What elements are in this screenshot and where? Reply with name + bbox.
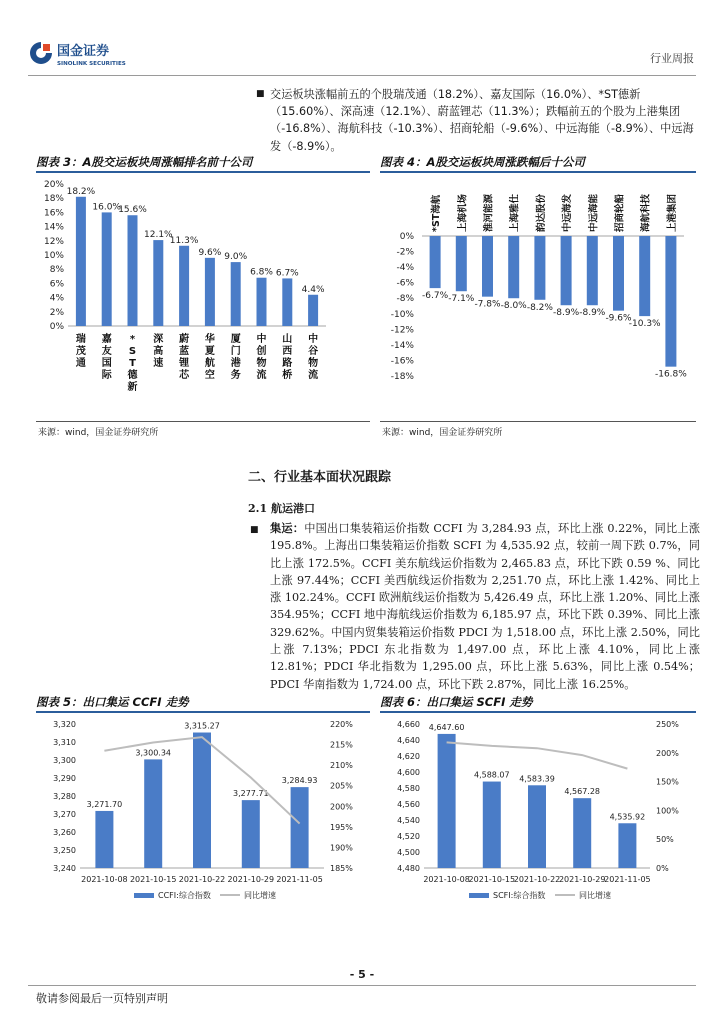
fig6-chart — [380, 714, 696, 906]
disclaimer-note: 敬请参阅最后一页特别声明 — [36, 992, 168, 1005]
category-label: 淮河能源 — [483, 193, 495, 232]
y-right-tick-label: 185% — [330, 864, 353, 873]
y-tick-label: -2% — [396, 247, 414, 258]
category-label: 上港集团 — [666, 193, 678, 232]
y-left-tick-label: 4,560 — [397, 800, 420, 809]
category-char: 桥 — [282, 370, 293, 381]
brand-en: SINOLINK SECURITIES — [57, 61, 126, 67]
y-right-tick-label: 190% — [330, 843, 353, 853]
data-label: -10.3% — [628, 319, 661, 330]
fig6-title: 图表 6：出口集运 SCFI 走势 — [380, 695, 533, 709]
logo-mark-icon — [28, 38, 132, 70]
data-label: 11.3% — [169, 235, 199, 246]
x-tick-label: 2021-10-08 — [81, 875, 128, 884]
data-label: 3,300.34 — [135, 748, 172, 758]
category-char: 通 — [75, 358, 86, 369]
category-label: 中远海发 — [562, 193, 574, 232]
bar — [534, 236, 545, 300]
fig6-title-rule — [380, 711, 696, 713]
y-tick-label: 8% — [49, 265, 64, 276]
data-label: 6.7% — [275, 268, 299, 279]
y-right-tick-label: 200% — [330, 802, 353, 812]
y-right-tick-label: 100% — [656, 806, 679, 816]
category-char: 创 — [256, 346, 267, 357]
category-char: 谷 — [308, 346, 319, 357]
y-left-tick-label: 3,280 — [53, 792, 76, 801]
bar — [76, 197, 86, 326]
legend-bar-label: SCFI:综合指数 — [493, 891, 546, 900]
fig3-title: 图表 3：A股交运板块周涨幅排名前十公司 — [36, 155, 253, 169]
y-tick-label: 14% — [43, 222, 64, 233]
bar — [128, 215, 138, 326]
category-char: 中 — [256, 334, 267, 345]
legend-line-label: 同比增速 — [579, 891, 611, 900]
data-label: 4,567.28 — [564, 787, 601, 797]
bar — [282, 278, 292, 326]
category-char: 西 — [282, 346, 293, 357]
y-right-tick-label: 195% — [330, 822, 353, 832]
y-tick-label: 2% — [49, 307, 64, 318]
bar — [483, 782, 501, 868]
category-char: S — [128, 346, 137, 357]
y-left-tick-label: 3,260 — [53, 828, 76, 837]
data-label: -8.9% — [553, 308, 580, 319]
x-tick-label: 2021-10-22 — [178, 875, 226, 884]
fig3-source: 来源：wind，国金证券研究所 — [38, 428, 159, 438]
category-char: 物 — [308, 358, 319, 369]
bar — [438, 734, 456, 868]
data-label: -9.6% — [605, 313, 632, 324]
y-tick-label: 0% — [399, 232, 414, 242]
bar — [613, 236, 624, 311]
y-tick-label: -4% — [396, 263, 414, 274]
category-char: 德 — [127, 370, 138, 381]
data-label: 6.8% — [250, 267, 273, 278]
bar — [193, 733, 211, 868]
y-left-tick-label: 4,660 — [397, 720, 420, 729]
y-tick-label: -14% — [390, 340, 414, 351]
y-right-tick-label: 50% — [656, 835, 674, 845]
fig4-chart — [380, 174, 696, 422]
y-left-tick-label: 4,520 — [397, 832, 420, 841]
y-left-tick-label: 4,580 — [397, 784, 420, 793]
y-left-tick-label: 3,310 — [53, 738, 76, 747]
category-char: 深 — [153, 334, 164, 345]
bullet-label: 集运： — [270, 521, 305, 535]
data-label: 18.2% — [66, 186, 96, 197]
y-right-tick-label: 210% — [330, 761, 353, 771]
data-label: -6.7% — [422, 291, 449, 302]
y-left-tick-label: 3,240 — [53, 864, 76, 873]
category-char: 茂 — [75, 346, 86, 357]
y-left-tick-label: 3,300 — [53, 756, 76, 765]
category-char: 航 — [204, 358, 215, 369]
category-label: 招商轮船 — [614, 193, 626, 232]
category-char: 际 — [101, 370, 112, 381]
category-char: 速 — [153, 358, 164, 369]
page-number: - 5 - — [349, 968, 375, 981]
fig4-source-rule — [380, 421, 696, 422]
bar — [242, 800, 260, 868]
legend-bar-label: CCFI:综合指数 — [158, 891, 211, 900]
data-label: 15.6% — [118, 205, 147, 216]
data-label: 4,647.60 — [428, 722, 465, 732]
category-label: *ST海航 — [431, 194, 443, 232]
y-tick-label: -12% — [390, 325, 414, 336]
category-char: 新 — [127, 382, 138, 393]
category-char: 流 — [256, 370, 267, 381]
y-right-tick-label: 200% — [656, 748, 679, 758]
report-type: 行业周报 — [650, 52, 694, 65]
x-tick-label: 2021-10-08 — [423, 875, 470, 884]
category-char: 港 — [230, 358, 241, 369]
category-char: 夏 — [204, 346, 215, 357]
x-tick-label: 2021-10-22 — [513, 875, 561, 884]
data-label: 4,588.07 — [473, 770, 510, 780]
fig5-title: 图表 5：出口集运 CCFI 走势 — [36, 695, 189, 709]
legend-bar-swatch — [469, 893, 489, 898]
y-left-tick-label: 4,540 — [397, 816, 420, 825]
y-left-tick-label: 4,620 — [397, 752, 420, 761]
category-char: 国 — [101, 358, 112, 369]
bar — [561, 236, 572, 305]
fig3-source-rule — [36, 421, 370, 422]
category-char: 门 — [230, 346, 241, 357]
y-tick-label: 6% — [49, 279, 64, 290]
y-tick-label: 10% — [43, 251, 64, 261]
data-label: 9.0% — [224, 252, 248, 263]
legend-bar-swatch — [134, 893, 154, 898]
data-label: 3,271.70 — [86, 799, 123, 809]
data-label: 3,284.93 — [281, 776, 318, 786]
x-tick-label: 2021-10-15 — [468, 875, 516, 884]
y-tick-label: -18% — [390, 372, 414, 382]
category-char: 路 — [282, 358, 293, 369]
bar — [618, 823, 636, 868]
y-right-tick-label: 0% — [656, 864, 669, 873]
category-char: 友 — [101, 346, 112, 357]
category-char: 蔚 — [179, 334, 190, 345]
bar — [153, 240, 163, 326]
summary-bullet — [256, 86, 700, 155]
y-left-tick-label: 4,500 — [397, 848, 420, 857]
data-label: 4.4% — [301, 284, 325, 295]
fig4-source: 来源：wind，国金证券研究所 — [382, 428, 503, 438]
data-label: -7.1% — [448, 294, 475, 305]
bar — [231, 262, 241, 326]
bar — [257, 278, 267, 326]
y-left-tick-label: 3,320 — [53, 720, 76, 729]
category-char: 中 — [308, 334, 319, 345]
x-tick-label: 2021-10-29 — [558, 875, 606, 884]
y-left-tick-label: 3,270 — [53, 810, 76, 819]
data-label: 4,535.92 — [609, 812, 646, 822]
yoy-line — [447, 742, 628, 768]
y-tick-label: 18% — [43, 194, 64, 205]
category-label: 海航科技 — [640, 193, 652, 232]
y-left-tick-label: 4,640 — [397, 736, 420, 745]
category-char: 务 — [230, 370, 241, 381]
category-label: 中远海能 — [588, 193, 600, 232]
bar — [205, 258, 215, 326]
summary-text: 交运板块涨幅前五的个股瑞茂通（18.2%）、嘉友国际（16.0%）、*ST德新（15.60%）、深高速（12.1%）、蔚蓝锂芯（11.3%）；跌幅前五的个股为上港集团（-16.8%）、海航科技（-10.3%）、招商轮船（-9.6%）、中远海能（-8.9%）、中远海发（-8.9%）。 — [270, 88, 694, 153]
fig3-title-rule — [36, 171, 370, 173]
bullet-text: 中国出口集装箱运价指数 CCFI 为 3,284.93 点，环比上涨 0.22%，同比上涨 195.8%。上海出口集装箱运价指数 SCFI 为 4,535.92 点，较前一周下跌 0.7%，同比上涨 172.5%。CCFI 美东航线运价指数为 2,465.83 点，环比下跌 0.59 %、同比上涨 97.44%；CCFI 美西航线运价指数为 2,251.70 点，环比上涨 1.42%、同比上涨 102.24%。CCFI 欧洲航线运价指数为 5,426.49 点，环比上涨 1.20%、同比上涨 354.95%；CCFI 地中海航线运价指数为 6,185.97 点，环比下跌 0.39%、同比上涨 329.62%。中国内贸集装箱运价指数 PDCI 为 1,518.00 点，环比上涨 2.50%，同比上涨 7.13%；PDCI 东北指数为 1,497.00 点，环比上涨 4.10%，同比上涨 12.81%；PDCI 华北指数为 1,295.00 点，环比上涨 5.63%，同比上涨 0.54%；PDCI 华南指数为 1,724.00 点，环比下跌 2.87%，同比上涨 16.25%。 — [270, 522, 700, 691]
bar — [639, 236, 650, 316]
category-char: 华 — [204, 334, 215, 345]
y-tick-label: 20% — [43, 180, 64, 190]
data-label: -7.8% — [474, 299, 501, 310]
y-left-tick-label: 3,290 — [53, 774, 76, 783]
y-right-tick-label: 150% — [656, 777, 679, 787]
category-char: 物 — [256, 358, 267, 369]
y-right-tick-label: 215% — [330, 740, 353, 750]
y-tick-label: 16% — [43, 208, 64, 219]
data-label: -8.9% — [579, 308, 606, 319]
legend-line-label: 同比增速 — [244, 891, 276, 900]
x-tick-label: 2021-11-05 — [276, 875, 323, 884]
data-label: 12.1% — [144, 230, 173, 241]
data-label: -8.0% — [500, 301, 527, 312]
y-tick-label: 4% — [49, 293, 64, 304]
category-label: 上海雅仕 — [509, 193, 521, 232]
category-char: * — [129, 334, 136, 345]
data-label: -8.2% — [526, 302, 553, 313]
category-char: 山 — [282, 334, 293, 345]
section-title: 二、行业基本面状况跟踪 — [248, 470, 392, 485]
bar — [95, 811, 113, 868]
y-tick-label: 12% — [43, 236, 64, 247]
bar — [308, 295, 318, 326]
category-char: 蓝 — [179, 346, 190, 357]
data-label: 3,277.71 — [232, 789, 269, 799]
bullet-square-icon: ■ — [250, 525, 259, 535]
y-tick-label: -8% — [396, 294, 414, 305]
category-char: 空 — [204, 370, 215, 381]
y-left-tick-label: 3,250 — [53, 846, 76, 855]
bar — [291, 787, 309, 868]
y-right-tick-label: 250% — [656, 720, 679, 729]
fig4-title: 图表 4：A股交运板块周涨跌幅后十公司 — [380, 155, 585, 169]
company-logo — [28, 38, 132, 70]
bar — [573, 798, 591, 868]
data-label: -16.8% — [654, 369, 687, 380]
bar — [528, 785, 546, 868]
category-char: 流 — [308, 370, 319, 381]
category-char: 锂 — [179, 358, 190, 369]
x-tick-label: 2021-10-15 — [129, 875, 177, 884]
bar — [102, 212, 112, 326]
bar — [665, 236, 676, 367]
footer-divider — [28, 985, 696, 986]
bullet-square-icon: ■ — [256, 89, 265, 99]
data-label: 4,583.39 — [519, 774, 555, 784]
fig3-chart — [36, 174, 370, 422]
bar — [144, 759, 162, 868]
brand-cn: 国金证券 — [57, 44, 110, 59]
x-tick-label: 2021-10-29 — [227, 875, 275, 884]
category-label: 上海机场 — [457, 193, 469, 232]
shipping-paragraph — [250, 520, 700, 693]
category-char: 芯 — [179, 370, 190, 381]
fig5-title-rule — [36, 711, 370, 713]
category-char: T — [129, 358, 136, 369]
section-subtitle: 2.1 航运港口 — [248, 502, 315, 515]
category-label: 韵达股份 — [535, 193, 547, 232]
category-char: 高 — [153, 346, 164, 357]
x-tick-label: 2021-11-05 — [604, 875, 651, 884]
bar — [179, 246, 189, 326]
category-char: 嘉 — [101, 334, 112, 345]
y-right-tick-label: 220% — [330, 720, 353, 729]
y-right-tick-label: 205% — [330, 781, 353, 791]
bar — [430, 236, 441, 288]
bar — [456, 236, 467, 291]
bar — [482, 236, 493, 297]
category-char: 瑞 — [75, 334, 86, 345]
fig5-chart — [36, 714, 370, 906]
category-char: 厦 — [230, 334, 241, 345]
y-left-tick-label: 4,600 — [397, 768, 420, 777]
y-tick-label: -6% — [396, 278, 414, 289]
y-left-tick-label: 4,480 — [397, 864, 420, 873]
y-tick-label: -16% — [390, 356, 414, 367]
data-label: 16.0% — [92, 202, 121, 213]
data-label: 3,315.27 — [184, 721, 220, 731]
fig4-title-rule — [380, 171, 696, 173]
y-tick-label: -10% — [390, 309, 414, 320]
bar — [508, 236, 519, 298]
header-divider — [28, 75, 696, 76]
data-label: 9.6% — [198, 247, 222, 258]
bar — [587, 236, 598, 305]
y-tick-label: 0% — [49, 322, 64, 332]
